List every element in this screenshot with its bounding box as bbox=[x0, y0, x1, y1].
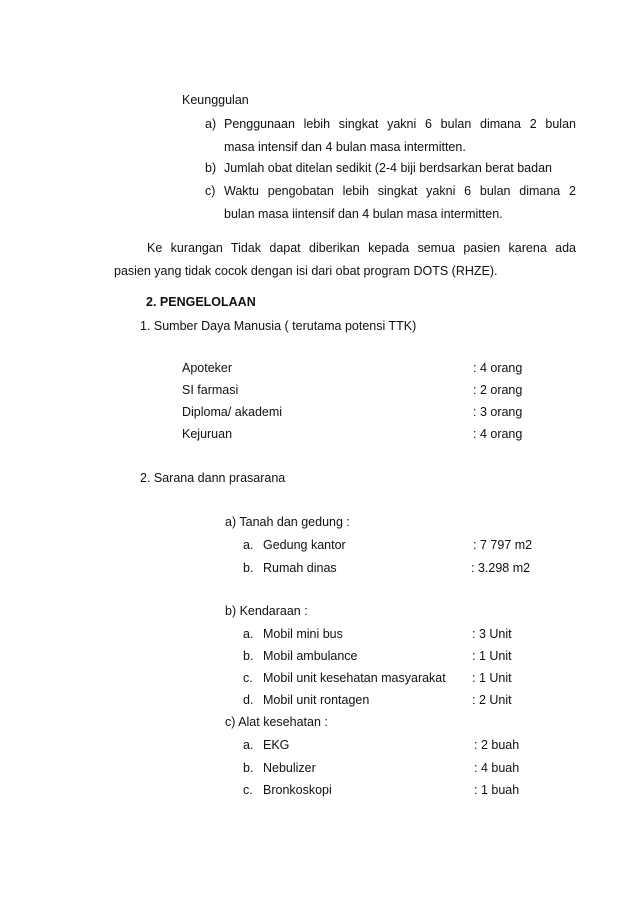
list-item-value: : 1 buah bbox=[474, 783, 520, 797]
list-item-value: : 4 buah bbox=[474, 761, 520, 775]
keunggulan-b-line1: Jumlah obat ditelan sedikit (2-4 biji berdsarkan berat badan bbox=[224, 161, 552, 175]
list-item-marker: c. bbox=[243, 671, 253, 685]
sdm-row-value: : 2 orang bbox=[473, 383, 523, 397]
keunggulan-a-line1: Penggunaan lebih singkat yakni 6 bulan dimana 2 bulan bbox=[224, 117, 576, 131]
list-item-label: Mobil ambulance bbox=[263, 649, 358, 663]
list-item-marker: a. bbox=[243, 738, 254, 752]
sdm-row-value: : 3 orang bbox=[473, 405, 523, 419]
sdm-row-label: Diploma/ akademi bbox=[182, 405, 283, 419]
list-item-marker: d. bbox=[243, 693, 254, 707]
list-item-value: : 3.298 m2 bbox=[471, 561, 531, 575]
list-item-marker: a. bbox=[243, 627, 254, 641]
keunggulan-a-marker: a) bbox=[205, 117, 217, 131]
sdm-heading: 1. Sumber Daya Manusia ( terutama potensi TTK) bbox=[140, 319, 417, 333]
kendaraan-heading: b) Kendaraan : bbox=[225, 604, 308, 618]
list-item-value: : 2 Unit bbox=[472, 693, 512, 707]
list-item-value: : 1 Unit bbox=[472, 671, 512, 685]
list-item-label: Gedung kantor bbox=[263, 538, 346, 552]
keunggulan-c-line2: bulan masa iintensif dan 4 bulan masa intermitten. bbox=[224, 207, 503, 221]
kekurangan-line2: pasien yang tidak cocok dengan isi dari obat program DOTS (RHZE). bbox=[114, 264, 498, 278]
section-pengelolaan-heading: 2. PENGELOLAAN bbox=[146, 295, 256, 309]
sdm-row-value: : 4 orang bbox=[473, 427, 523, 441]
keunggulan-c-line1: Waktu pengobatan lebih singkat yakni 6 bulan dimana 2 bbox=[224, 184, 576, 198]
list-item-label: Bronkoskopi bbox=[263, 783, 332, 797]
keunggulan-b-marker: b) bbox=[205, 161, 217, 175]
keunggulan-heading: Keunggulan bbox=[182, 93, 249, 107]
list-item-marker: b. bbox=[243, 649, 254, 663]
keunggulan-a-line2: masa intensif dan 4 bulan masa intermitten. bbox=[224, 140, 466, 154]
sdm-row-label: Kejuruan bbox=[182, 427, 233, 441]
tanah-heading: a) Tanah dan gedung : bbox=[225, 515, 350, 529]
list-item-label: Mobil unit rontagen bbox=[263, 693, 370, 707]
list-item-label: EKG bbox=[263, 738, 290, 752]
list-item-marker: a. bbox=[243, 538, 254, 552]
kekurangan-line1: Ke kurangan Tidak dapat diberikan kepada semua pasien karena ada bbox=[147, 241, 576, 255]
sdm-row-value: : 4 orang bbox=[473, 361, 523, 375]
list-item-label: Mobil mini bus bbox=[263, 627, 343, 641]
list-item-marker: b. bbox=[243, 761, 254, 775]
list-item-value: : 1 Unit bbox=[472, 649, 512, 663]
sdm-row-label: Apoteker bbox=[182, 361, 233, 375]
list-item-value: : 3 Unit bbox=[472, 627, 512, 641]
sarana-heading: 2. Sarana dann prasarana bbox=[140, 471, 286, 485]
keunggulan-c-marker: c) bbox=[205, 184, 216, 198]
list-item-value: : 7 797 m2 bbox=[473, 538, 533, 552]
list-item-marker: b. bbox=[243, 561, 254, 575]
list-item-value: : 2 buah bbox=[474, 738, 520, 752]
list-item-label: Nebulizer bbox=[263, 761, 316, 775]
sdm-row-label: SI farmasi bbox=[182, 383, 239, 397]
list-item-label: Mobil unit kesehatan masyarakat bbox=[263, 671, 446, 685]
list-item-marker: c. bbox=[243, 783, 253, 797]
list-item-label: Rumah dinas bbox=[263, 561, 337, 575]
alat-heading: c) Alat kesehatan : bbox=[225, 715, 328, 729]
